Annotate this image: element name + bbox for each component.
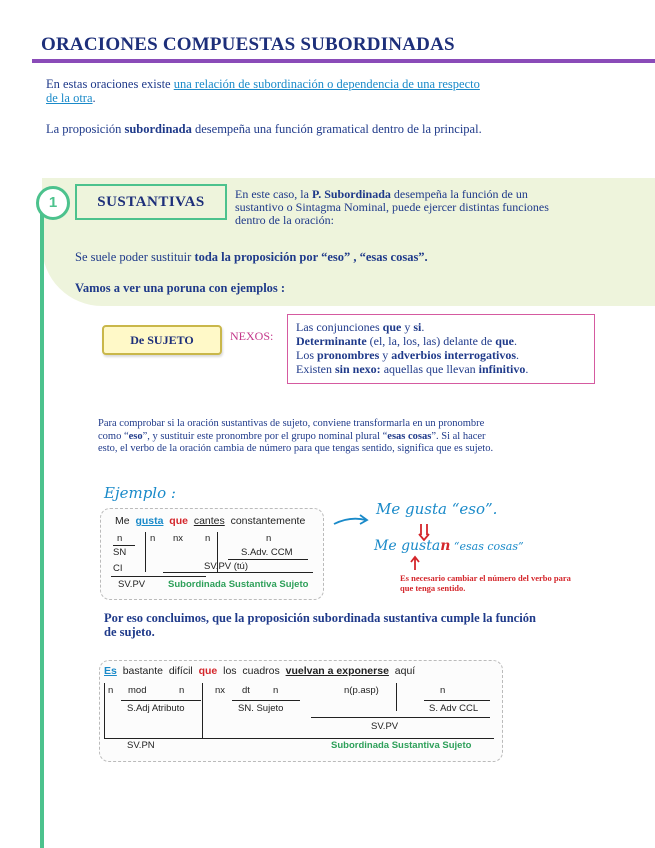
label-sn-sujeto: SN. Sujeto bbox=[238, 703, 284, 714]
substitute-rule: Se suele poder sustituir toda la proposición por “eso” , “esas cosas”. bbox=[75, 250, 428, 264]
examples-intro: Vamos a ver una poruna con ejemplos : bbox=[75, 281, 286, 295]
subordination-link[interactable]: una relación de subordinación o dependencia de una respecto bbox=[173, 77, 480, 91]
red-note: Es necesario cambiar el número del verbo para que tenga sentido. bbox=[400, 573, 571, 593]
tag2-dt: dt bbox=[242, 685, 250, 696]
label-svpv: SV.PV bbox=[118, 579, 146, 590]
title-underline bbox=[32, 59, 655, 63]
tag2-n-dificil: n bbox=[179, 685, 185, 696]
label-svpn: SV.PN bbox=[127, 740, 155, 751]
page-title: ORACIONES COMPUESTAS SUBORDINADAS bbox=[41, 34, 455, 55]
label-sub-sust-sujeto-1: Subordinada Sustantiva Sujeto bbox=[168, 579, 309, 590]
tag2-mod: mod bbox=[128, 685, 147, 696]
arrow-right-icon bbox=[332, 510, 372, 530]
handwritten-eso: Me gusta “eso”. bbox=[376, 500, 498, 518]
label-sn: SN bbox=[113, 547, 127, 558]
sujeto-label-box: De SUJETO bbox=[102, 325, 222, 355]
tag2-n-es: n bbox=[108, 685, 114, 696]
label-ci: CI bbox=[113, 563, 123, 574]
tag2-nx: nx bbox=[215, 685, 226, 696]
label-sub-sust-sujeto-2: Subordinada Sustantiva Sujeto bbox=[331, 740, 472, 751]
tag2-n-cuadros: n bbox=[273, 685, 279, 696]
intro-paragraph-2: La proposición subordinada desempeña una función gramatical dentro de la principal. bbox=[46, 122, 482, 136]
nexos-line-3: Los pronombres y adverbios interrogativos. bbox=[296, 348, 520, 362]
nexos-label: NEXOS: bbox=[230, 329, 274, 343]
tag-n-me: n bbox=[117, 533, 123, 544]
section-number-badge: 1 bbox=[36, 186, 70, 220]
label-svpv-tu: SV.PV (tú) bbox=[204, 561, 249, 572]
section-title-box: SUSTANTIVAS bbox=[75, 184, 227, 220]
label-svpv-2: SV.PV bbox=[371, 721, 399, 732]
label-sadv-ccm: S.Adv. CCM bbox=[241, 547, 293, 558]
example1-sentence: Me gusta que cantes constantemente bbox=[115, 515, 306, 527]
intro-paragraph-1: En estas oraciones existe una relación de subordinación o dependencia de una respecto de la otra. bbox=[46, 77, 480, 105]
tag-n-const: n bbox=[266, 533, 272, 544]
tag2-n-aqui: n bbox=[440, 685, 446, 696]
handwritten-esas-cosas: Me gustan “esas cosas” bbox=[374, 538, 524, 554]
nexos-box bbox=[287, 314, 595, 384]
conclusion: Por eso concluimos, que la proposición subordinada sustantiva cumple la función de sujeto. bbox=[104, 611, 536, 639]
tag-n-gusta: n bbox=[150, 533, 156, 544]
tag-n-cantes: n bbox=[205, 533, 211, 544]
example-heading: Ejemplo : bbox=[104, 484, 176, 502]
subordination-link-cont[interactable]: de la otra bbox=[46, 91, 93, 105]
tag-nx-que: nx bbox=[173, 533, 184, 544]
label-sadv-ccl: S. Adv CCL bbox=[429, 703, 479, 714]
section-description: En este caso, la P. Subordinada desempeña la función de un sustantivo o Sintagma Nominal, puede ejercer distintas funciones dentro de la oración: bbox=[235, 187, 549, 227]
nexos-line-4: Existen sin nexo: aquellas que llevan infinitivo. bbox=[296, 362, 529, 376]
check-paragraph: Para comprobar si la oración sustantivas de sujeto, conviene transformarla en un pronombre como “eso”, y sustituir este pronombre por el grupo nominal plural “esas cosas”. Si al hacer esto, el verbo de la oración cambia de número para que tengas sentido, significa que es sujeto. bbox=[98, 418, 494, 454]
up-arrow-icon bbox=[409, 555, 421, 571]
section-vertical-line bbox=[40, 195, 44, 848]
example2-sentence: Es bastante difícil que los cuadros vuelvan a exponerse aquí bbox=[104, 665, 416, 677]
nexos-line-2: Determinante (el, la, los, las) delante de que. bbox=[296, 334, 517, 348]
label-sadj-atributo: S.Adj Atributo bbox=[127, 703, 185, 714]
tag2-nasp: n(p.asp) bbox=[344, 685, 379, 696]
nexos-line-1: Las conjunciones que y si. bbox=[296, 320, 425, 334]
